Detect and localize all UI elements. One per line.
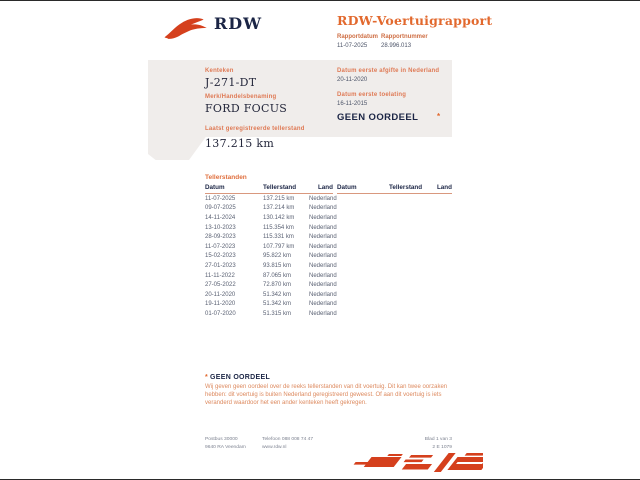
rdw-bird-icon: [163, 13, 209, 43]
odometer-cell-land: Nederland: [309, 310, 337, 317]
rdw-logo-text: RDW: [214, 14, 263, 33]
report-number-block: [381, 33, 428, 51]
footer-contact: [262, 436, 313, 452]
report-date-label: Rapportdatum: [337, 34, 378, 40]
odometer-cell-tellerstand: 137.215 km: [263, 195, 295, 202]
odometer-cell-datum: 15-02-2023: [205, 253, 236, 260]
odometer-cell-datum: 14-11-2024: [205, 214, 236, 221]
odometer-table-right: [337, 183, 452, 194]
odometer-section-title: Tellerstanden: [205, 174, 247, 181]
merk-value: FORD FOCUS: [205, 102, 288, 115]
col-header-tellerstand: Tellerstand: [389, 183, 423, 191]
odometer-table-header: [205, 183, 333, 194]
odometer-row: [205, 194, 337, 204]
odometer-cell-land: Nederland: [309, 282, 337, 289]
odometer-row: [205, 242, 337, 252]
odometer-row: [205, 232, 337, 242]
verdict-asterisk: *: [437, 112, 441, 121]
footnote-body: Wij geven geen oordeel over de reeks tellerstanden van dit voertuig. Dit kan twee oorzaken hebben: dit voertuig is buiten Nederland geregistreerd geweest. Of aan dit voertuig is iets veranderd waardoor het een ander kenteken heeft gekregen.: [205, 384, 448, 407]
odometer-cell-tellerstand: 93.815 km: [263, 262, 292, 269]
tellerstand-value: 137.215 km: [205, 137, 275, 150]
col-header-land: Land: [436, 183, 452, 191]
odometer-row: [205, 309, 337, 319]
verdict-text: GEEN OORDEEL: [337, 112, 419, 123]
odometer-cell-land: Nederland: [309, 291, 337, 298]
odometer-cell-tellerstand: 51.315 km: [263, 310, 292, 317]
odometer-cell-tellerstand: 130.142 km: [263, 214, 295, 221]
odometer-row: [205, 213, 337, 223]
top-border-line: [0, 0, 640, 1]
col-header-land: Land: [317, 183, 333, 191]
odometer-cell-datum: 27-05-2022: [205, 282, 236, 289]
report-date-block: [337, 33, 378, 51]
odometer-cell-datum: 11-11-2022: [205, 272, 235, 279]
report-date-value: 11-07-2025: [337, 43, 368, 49]
rdw-logo: [163, 13, 262, 43]
footer-phone: Telefoon 088 008 74 47: [262, 437, 314, 442]
odometer-table-header-right: [337, 183, 452, 194]
odometer-row: [205, 204, 337, 214]
footnote-title-row: [205, 374, 457, 381]
report-number-value: 28.996.013: [381, 43, 412, 49]
col-header-datum: Datum: [337, 183, 357, 191]
footnote-asterisk: *: [205, 374, 209, 381]
odometer-cell-tellerstand: 115.354 km: [263, 224, 294, 231]
odometer-cell-datum: 20-11-2020: [205, 291, 236, 298]
footer-form-code: 2 E 1079: [432, 445, 452, 450]
footer-website: www.rdw.nl: [262, 445, 287, 450]
odometer-cell-datum: 11-07-2023: [205, 243, 236, 250]
odometer-cell-land: Nederland: [309, 214, 337, 221]
odometer-cell-tellerstand: 115.331 km: [263, 234, 294, 241]
footnote-block: [205, 374, 457, 407]
report-number-label: Rapportnummer: [381, 34, 428, 40]
footer-address-line2: 9640 RA Veendam: [205, 445, 246, 450]
odometer-row: [205, 290, 337, 300]
col-header-tellerstand: Tellerstand: [263, 183, 297, 191]
odometer-cell-datum: 27-01-2023: [205, 262, 236, 269]
odometer-cell-tellerstand: 72.870 km: [263, 282, 292, 289]
report-title: RDW-Voertuigrapport: [337, 13, 493, 28]
odometer-cell-land: Nederland: [309, 234, 337, 241]
tellerstand-label: Laatst geregistreerde tellerstand: [205, 126, 305, 132]
odometer-cell-land: Nederland: [309, 205, 337, 212]
odometer-cell-tellerstand: 51.342 km: [263, 291, 292, 298]
odometer-cell-land: Nederland: [309, 272, 337, 279]
toelating-label: Datum eerste toelating: [337, 92, 407, 98]
odometer-row: [205, 280, 337, 290]
kenteken-label: Kenteken: [205, 68, 234, 74]
footer-address: [205, 436, 246, 452]
odometer-cell-tellerstand: 51.342 km: [263, 301, 292, 308]
odometer-cell-land: Nederland: [309, 224, 337, 231]
odometer-cell-datum: 11-07-2025: [205, 195, 236, 202]
odometer-cell-land: Nederland: [309, 262, 337, 269]
odometer-row: [205, 261, 337, 271]
odometer-row: [205, 300, 337, 310]
odometer-row: [205, 252, 337, 262]
odometer-row: [205, 223, 337, 233]
odometer-cell-datum: 13-10-2023: [205, 224, 236, 231]
odometer-cell-datum: 28-09-2023: [205, 234, 236, 241]
odometer-row: [205, 271, 337, 281]
kenteken-value: J-271-DT: [205, 76, 257, 89]
rdw-speed-stripes-icon: [333, 450, 483, 480]
odometer-cell-tellerstand: 107.797 km: [263, 243, 295, 250]
odometer-cell-land: Nederland: [309, 243, 337, 250]
footer-address-line1: Postbus 30000: [205, 437, 238, 442]
odometer-cell-tellerstand: 95.822 km: [263, 253, 292, 260]
odometer-cell-land: Nederland: [309, 195, 337, 202]
footnote-title: GEEN OORDEEL: [210, 374, 271, 381]
afgifte-label: Datum eerste afgifte in Nederland: [337, 68, 440, 74]
afgifte-value: 20-11-2020: [337, 77, 368, 83]
odometer-table-left: [205, 183, 337, 319]
col-header-datum: Datum: [205, 183, 225, 191]
odometer-table-body: [205, 194, 337, 319]
merk-label: Merk/Handelsbenaming: [205, 94, 277, 100]
odometer-cell-datum: 19-11-2020: [205, 301, 236, 308]
odometer-cell-land: Nederland: [309, 253, 337, 260]
odometer-cell-datum: 01-07-2020: [205, 310, 236, 317]
vehicle-summary-panel: [148, 60, 452, 160]
footer-page-number: Blad 1 van 3: [424, 437, 452, 442]
odometer-cell-tellerstand: 87.065 km: [263, 272, 292, 279]
toelating-value: 16-11-2015: [337, 101, 368, 107]
odometer-cell-land: Nederland: [309, 301, 337, 308]
odometer-cell-datum: 09-07-2025: [205, 205, 236, 212]
odometer-cell-tellerstand: 137.214 km: [263, 205, 295, 212]
